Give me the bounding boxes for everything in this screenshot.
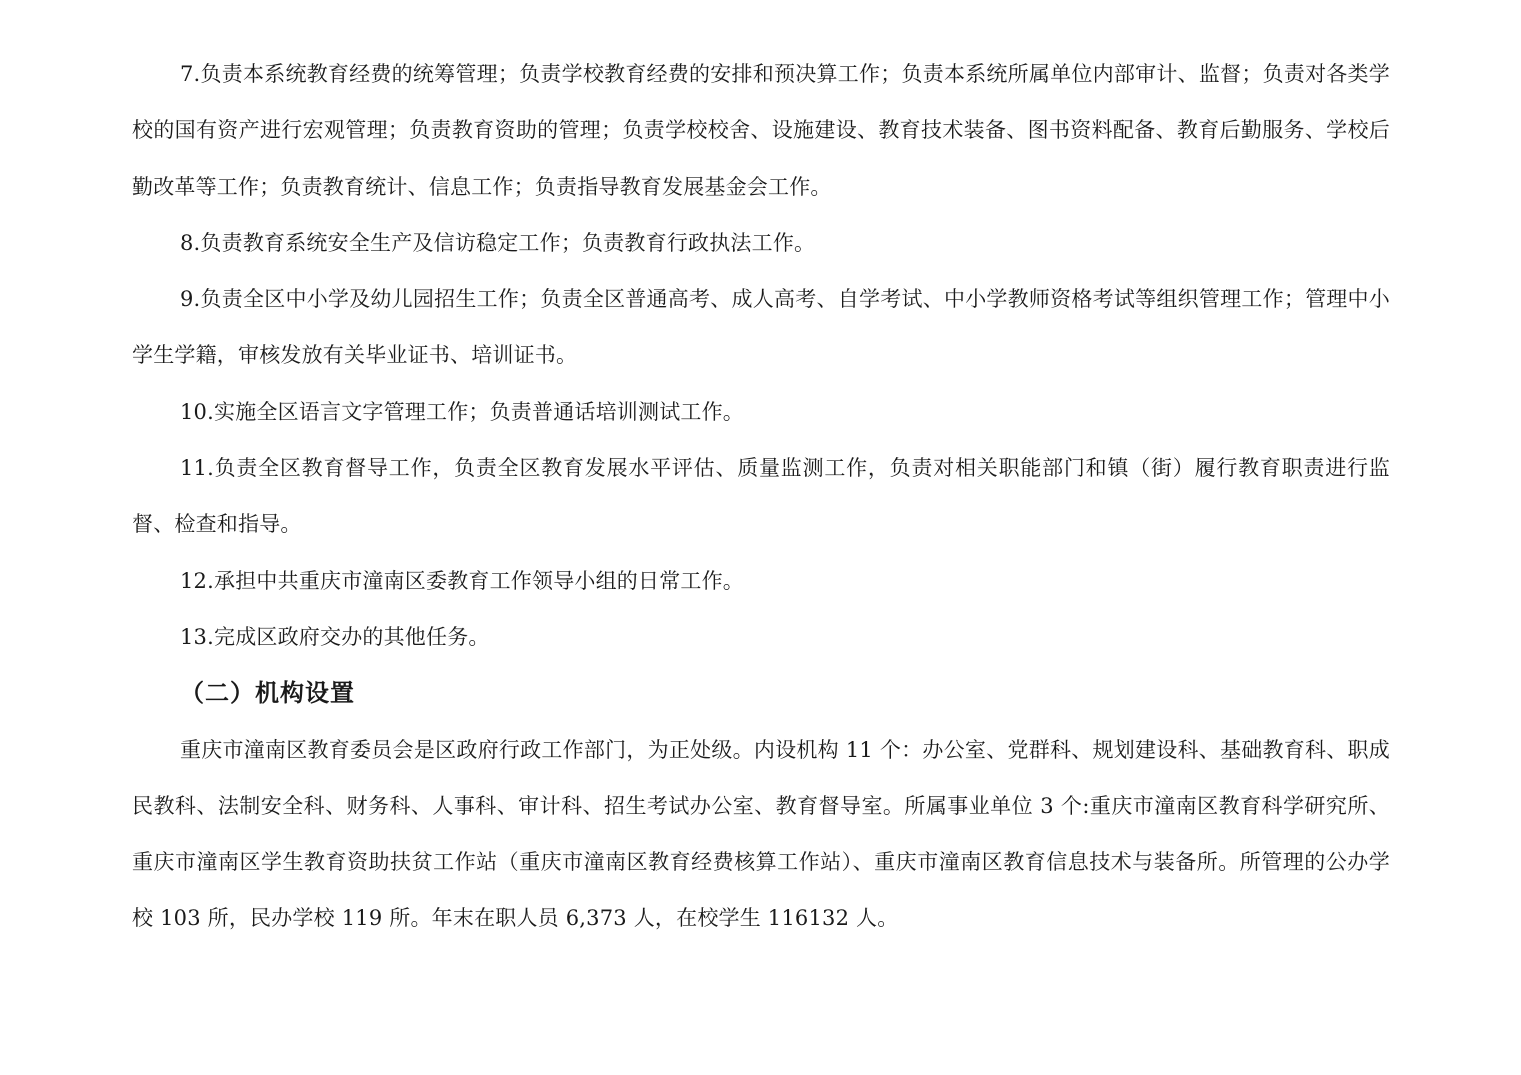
duty-item-11: 11.负责全区教育督导工作，负责全区教育发展水平评估、质量监测工作，负责对相关职能部门和镇（街）履行教育职责进行监督、检查和指导。 (132, 456, 1390, 537)
section-heading: （二）机构设置 (180, 678, 355, 708)
duty-item-9: 9.负责全区中小学及幼儿园招生工作；负责全区普通高考、成人高考、自学考试、中小学教师资格考试等组织管理工作；管理中小学生学籍，审核发放有关毕业证书、培训证书。 (132, 287, 1390, 368)
duty-item-8: 8.负责教育系统安全生产及信访稳定工作；负责教育行政执法工作。 (180, 230, 816, 255)
duty-item-13: 13.完成区政府交办的其他任务。 (180, 624, 490, 649)
duty-item-12: 12.承担中共重庆市潼南区委教育工作领导小组的日常工作。 (180, 568, 744, 593)
document-page (132, 46, 1390, 947)
duty-item-7: 7.负责本系统教育经费的统筹管理；负责学校教育经费的安排和预决算工作；负责本系统所属单位内部审计、监督；负责对各类学校的国有资产进行宏观管理；负责教育资助的管理；负责学校校舍、设施建设、教育技术装备、图书资料配备、教育后勤服务、学校后勤改革等工作；负责教育统计、信息工作；负责指导教育发展基金会工作。 (132, 62, 1390, 199)
org-setup-paragraph: 重庆市潼南区教育委员会是区政府行政工作部门，为正处级。内设机构 11 个：办公室、党群科、规划建设科、基础教育科、职成民教科、法制安全科、财务科、人事科、审计科、招生考试办公室、教育督导室。所属事业单位 3 个:重庆市潼南区教育科学研究所、重庆市潼南区学生教育资助扶贫工作站（重庆市潼南区教育经费核算工作站）、重庆市潼南区教育信息技术与装备所。所管理的公办学校 103 所，民办学校 119 所。年末在职人员 6,373 人，在校学生 116132 人。 (132, 737, 1390, 931)
duty-item-10: 10.实施全区语言文字管理工作；负责普通话培训测试工作。 (180, 399, 744, 424)
